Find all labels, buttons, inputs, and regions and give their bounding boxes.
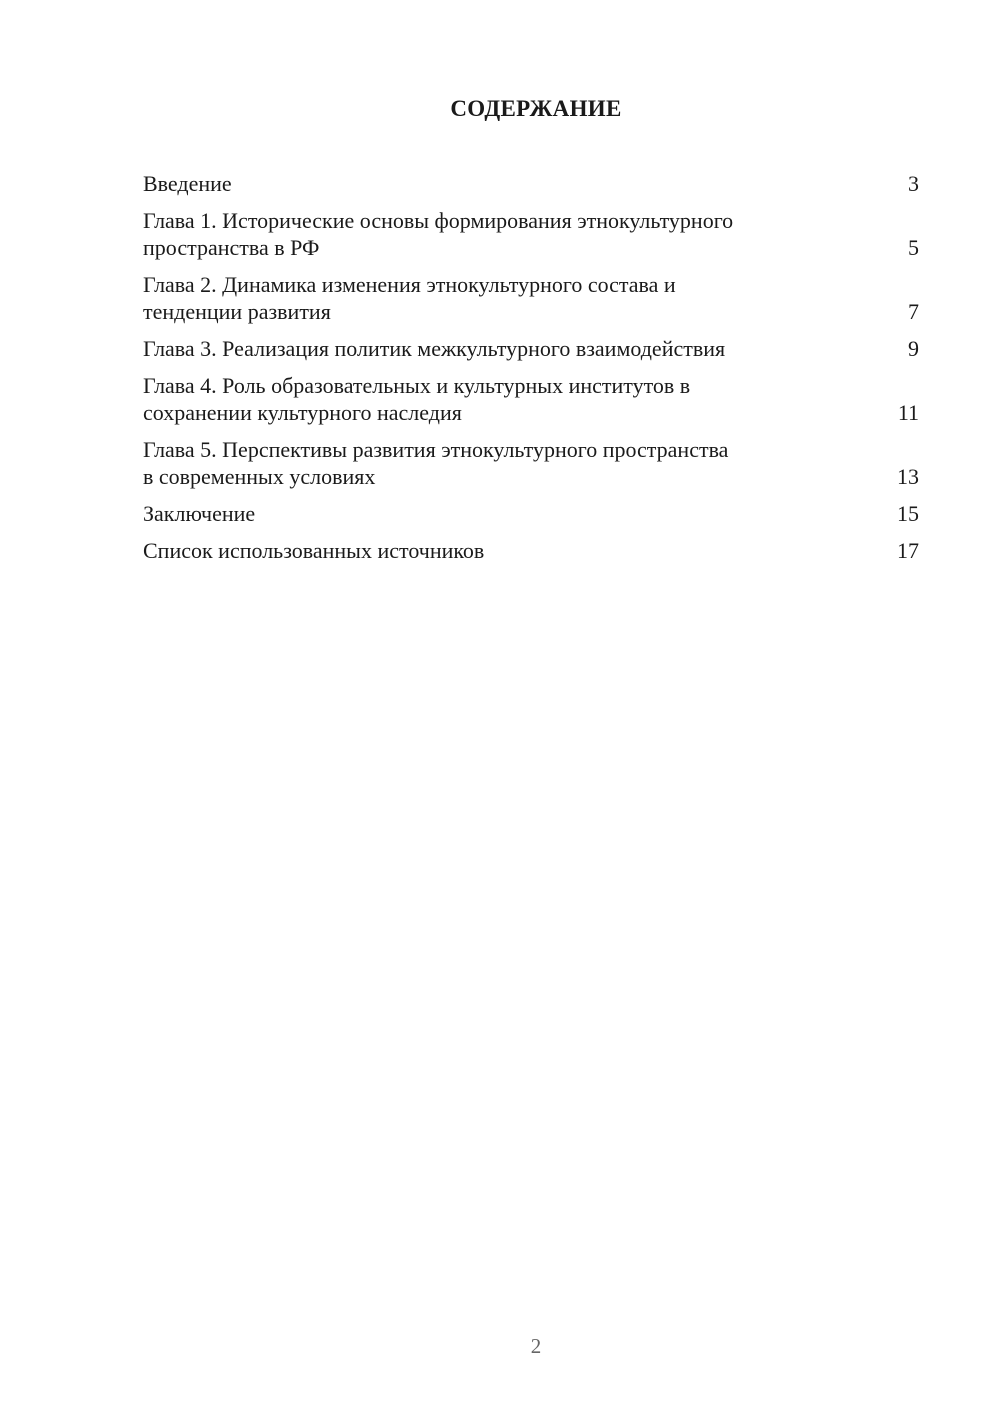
toc-entry-title: Глава 2. Динамика изменения этнокультурного состава и тенденции развития: [143, 272, 676, 324]
toc-entry-chapter-5: [143, 436, 919, 490]
page-title: СОДЕРЖАНИЕ: [450, 96, 622, 121]
toc-entry-title: Список использованных источников: [143, 538, 485, 563]
toc-entry-title: Глава 3. Реализация политик межкультурного взаимодействия: [143, 336, 726, 361]
toc-entry-title: Введение: [143, 171, 232, 196]
toc-entry-title: Заключение: [143, 501, 256, 526]
toc-entry-page: 17: [897, 538, 919, 563]
toc-entry-title: Глава 4. Роль образовательных и культурных институтов в сохранении культурного наследия: [143, 373, 691, 425]
toc-entry-page: 5: [908, 235, 919, 260]
toc-entry-chapter-1: [143, 207, 919, 261]
toc-entry-conclusion: [143, 500, 919, 527]
toc-entry-chapter-4: [143, 372, 919, 426]
toc-entry-page: 11: [897, 400, 919, 425]
toc-entry-page: 13: [897, 464, 919, 489]
toc-entry-chapter-2: [143, 271, 919, 325]
toc-entry-chapter-3: [143, 335, 919, 362]
page-number: 2: [530, 1334, 542, 1358]
table-of-contents: [143, 170, 919, 574]
toc-entry-page: 3: [908, 171, 919, 196]
toc-entry-title: Глава 1. Исторические основы формирования этнокультурного пространства в РФ: [143, 208, 734, 260]
toc-entry-page: 15: [897, 501, 919, 526]
toc-entry-references: [143, 537, 919, 564]
toc-entry-page: 9: [908, 336, 919, 361]
toc-entry-introduction: [143, 170, 919, 197]
toc-entry-title: Глава 5. Перспективы развития этнокультурного пространства в современных условиях: [143, 437, 729, 489]
toc-entry-page: 7: [908, 299, 919, 324]
